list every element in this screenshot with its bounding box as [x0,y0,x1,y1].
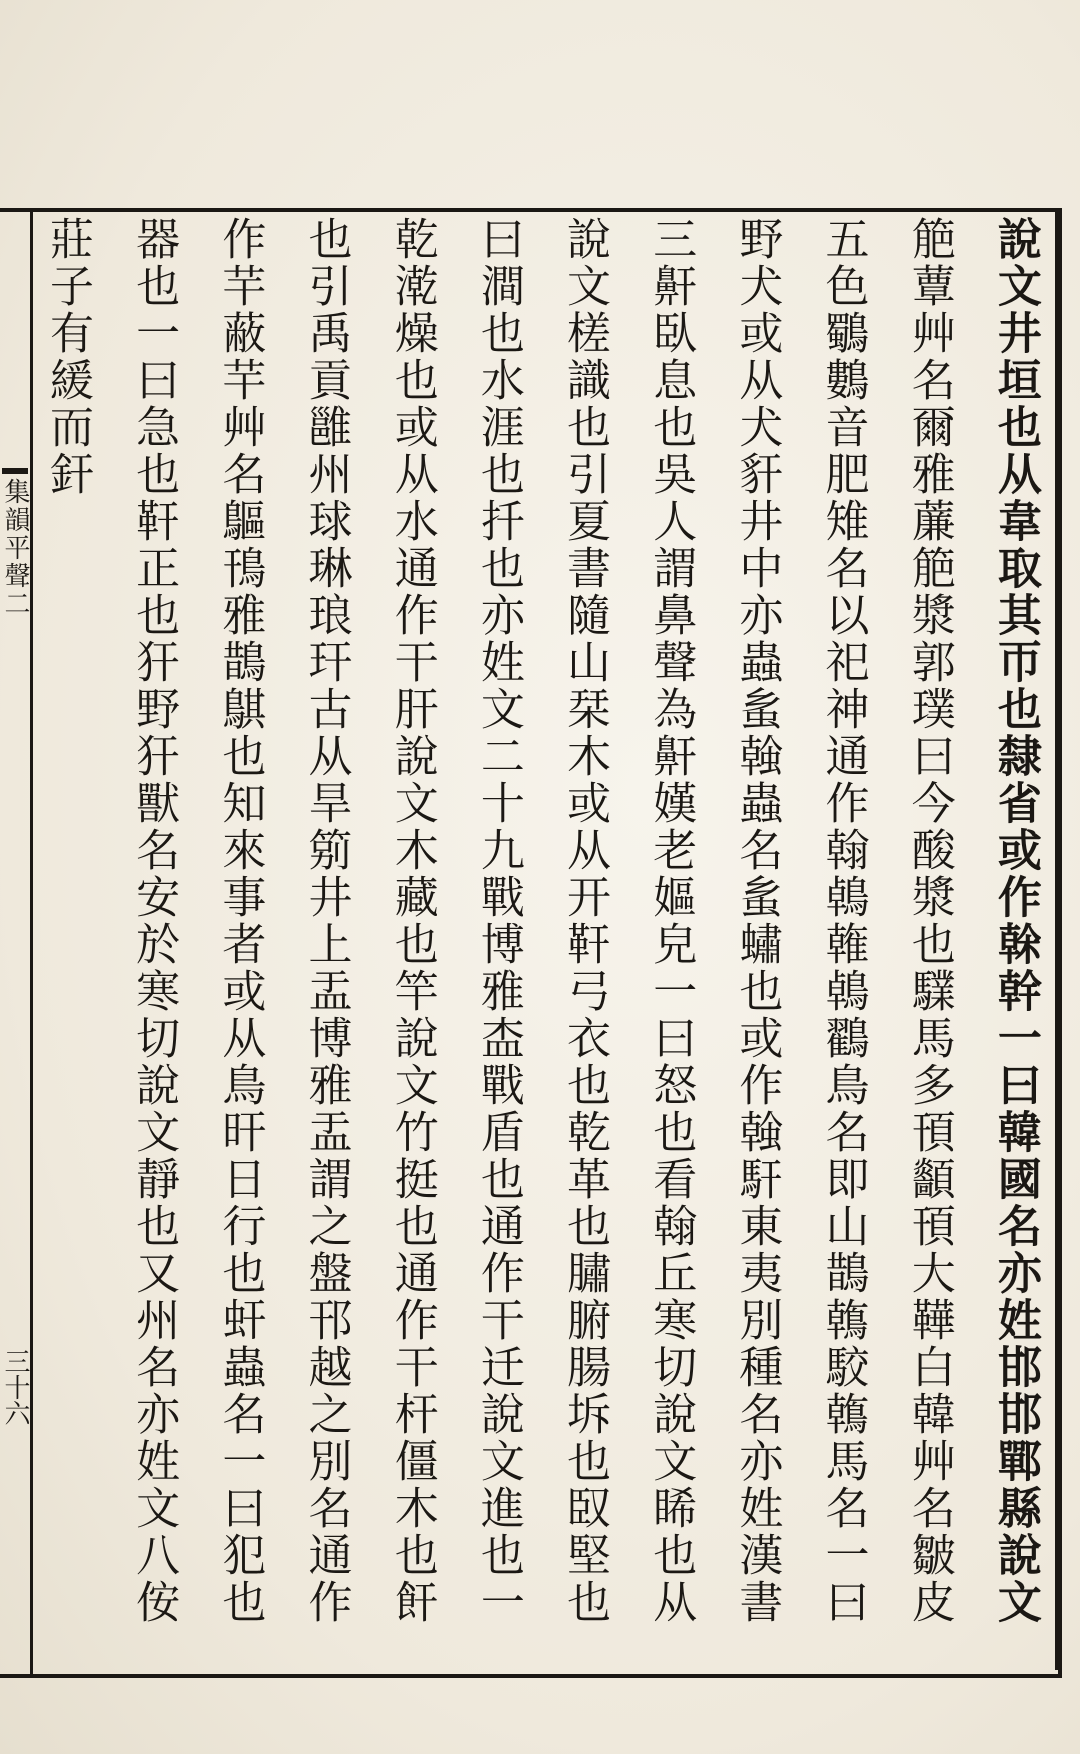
text-column: 也引禹貢雝州球琳琅玕古从旱䇷井上盂博雅盂謂之盤邗越之別名通作 [300,216,352,1626]
fishtail-mark [2,468,28,474]
text-column: 說文槎識也引夏書隨山栞木或从开靬弓衣也乾革也䐹腑腸坼也臤堅也 [559,216,611,1626]
text-column: 曰澗也水涯也扦也亦姓文二十九戰博雅㭗戰盾也通作干迁說文進也一 [472,216,524,1626]
text-columns [36,216,1046,1666]
text-column: 作芉蔽芉艸名䳼鳱雅鵲鶀也知來事者或从鳥旰日行也虷蟲名一曰犯也 [214,216,266,1626]
text-column: 三鼾臥息也吳人謂鼻聲為鼾嫨老嫗皃一曰怒也看翰丘寒切說文睎也从 [645,216,697,1626]
gutter-title: 集韻平聲二 [0,478,30,618]
text-column: 器也一曰急也靬正也犴野犴獸名安於寒切說文靜也又州名亦姓文八侒 [128,216,180,1626]
text-column: 五色鸀鷜音肥雉名以祀神通作翰鵫雗鵫鸐鳥名即山鵲鶾駮鶾馬名一曰 [817,216,869,1626]
text-column: 乾漧燥也或从水通作干肝說文木藏也竿說文竹挺也通作干杆僵木也飦 [386,216,438,1626]
text-column: 莊子有緩而釬 [42,216,93,498]
page-frame [0,208,1068,1678]
text-column: 野犬或从犬豻井中亦蟲蚃螒蟲名蚃蟰也或作螒馯東夷別種名亦姓漢書 [731,216,783,1626]
text-column: 說文井垣也从韋取其帀也隸省或作榦幹一曰韓國名亦姓邯邯鄲縣說文 [989,216,1041,1626]
text-column: 䈈蕈艸名爾雅薕䈈漿郭璞曰今酸漿也驜馬多頇顲頇大鞾白韓艸名皺皮 [903,216,955,1626]
frame-inner-rule [1055,208,1058,1670]
gutter-page-number: 三十六 [0,1348,30,1426]
book-gutter [0,208,33,1674]
